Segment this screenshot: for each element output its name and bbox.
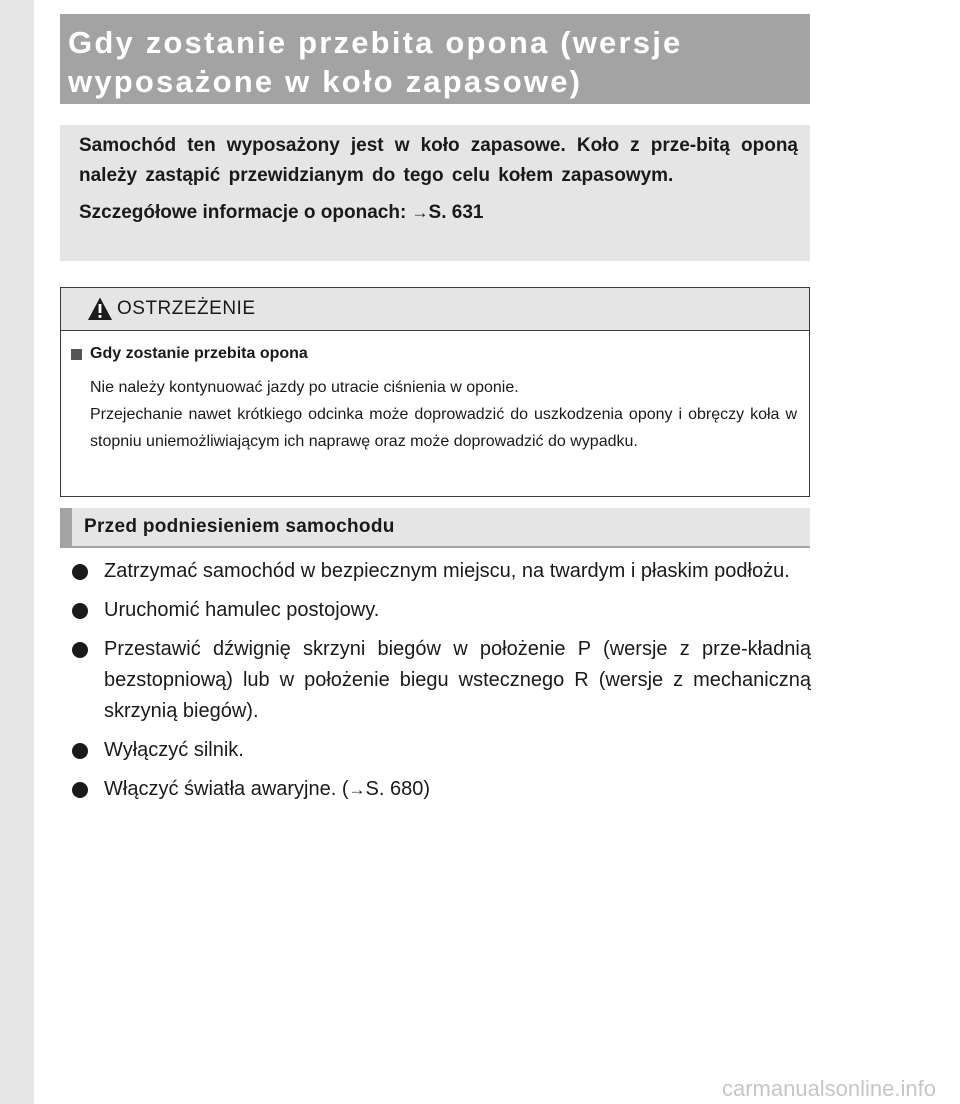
- warning-subheading: [71, 342, 797, 366]
- warning-header: [61, 288, 809, 331]
- intro-text: Samochód ten wyposażony jest w koło zapasowe. Koło z prze-bitą oponą należy zastąpić przewidzianym do tego celu kołem zapasowym.: [79, 135, 798, 186]
- list-item: [70, 595, 811, 626]
- warning-label: OSTRZEŻENIE: [117, 298, 256, 319]
- warning-text: [90, 374, 797, 455]
- bullet-dot-icon: [72, 642, 88, 658]
- warning-text-rest: Przejechanie nawet krótkiego odcinka może doprowadzić do uszkodzenia opony i obręczy koła w stopniu uniemożliwiającym ich naprawę oraz może doprowadzić do wypadku.: [90, 406, 797, 450]
- step-text: Przestawić dźwignię skrzyni biegów w położenie P (wersje z prze-kładnią bezstopniową) lub w położenie biegu wstecznego R (wersje z mechaniczną skrzynią biegów).: [104, 638, 811, 722]
- step-text: [104, 774, 811, 805]
- page-title-bar: [60, 14, 810, 104]
- step-list: [70, 556, 811, 813]
- bullet-dot-icon: [72, 782, 88, 798]
- step-text-before: Włączyć światła awaryjne. (: [104, 778, 349, 800]
- intro-reference-label: Szczegółowe informacje o oponach:: [79, 202, 412, 223]
- watermark: carmanualsonline.info: [721, 1076, 936, 1101]
- page-title-line-1: Gdy zostanie przebita opona (wersje: [68, 25, 683, 60]
- list-item: [70, 774, 811, 805]
- arrow-right-icon: →: [411, 203, 429, 222]
- section-title: Przed podniesieniem samochodu: [84, 516, 395, 537]
- warning-text-line-1: Nie należy kontynuować jazdy po utracie ciśnienia w oponie.: [90, 379, 519, 396]
- list-item: [70, 735, 811, 766]
- intro-reference-page: S. 631: [428, 202, 484, 223]
- list-item: [70, 556, 811, 587]
- warning-triangle-icon: [87, 296, 113, 322]
- warning-body: [61, 331, 809, 455]
- section-header: [60, 508, 810, 548]
- arrow-right-icon: →: [348, 780, 366, 799]
- intro-box: [60, 125, 810, 261]
- bullet-dot-icon: [72, 564, 88, 580]
- page-title: [68, 23, 810, 101]
- step-text: Zatrzymać samochód w bezpiecznym miejscu, na twardym i płaskim podłożu.: [104, 560, 790, 582]
- warning-subheading-text: Gdy zostanie przebita opona: [90, 345, 308, 362]
- page-margin-strip: [0, 0, 34, 1104]
- bullet-dot-icon: [72, 743, 88, 759]
- step-text: Uruchomić hamulec postojowy.: [104, 599, 380, 621]
- square-bullet-icon: [71, 349, 82, 360]
- list-item: [70, 634, 811, 727]
- bullet-dot-icon: [72, 603, 88, 619]
- warning-box: [60, 287, 810, 497]
- intro-reference: [79, 198, 798, 228]
- step-text: Wyłączyć silnik.: [104, 739, 244, 761]
- page-title-line-2: wyposażone w koło zapasowe): [68, 64, 583, 99]
- page-reference: S. 680): [365, 778, 430, 800]
